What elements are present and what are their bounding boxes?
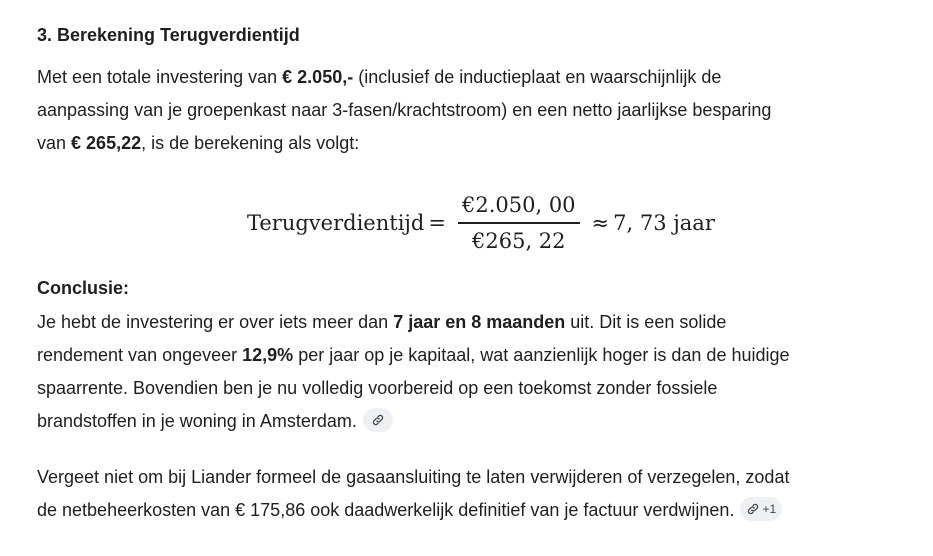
formula-result: 7, 73 jaar [613, 210, 715, 235]
investment-amount: € 2.050,- [282, 67, 354, 87]
intro-line-3 [37, 127, 771, 160]
conclusion-paragraph [37, 306, 790, 438]
source-chip-multi[interactable] [740, 497, 782, 521]
formula-denominator: €265, 22 [472, 228, 566, 253]
intro-text: van [37, 133, 72, 153]
formula-approx: ≈ [591, 210, 610, 235]
intro-text: Met een totale investering van [37, 67, 283, 87]
closing-line-2 [37, 494, 789, 527]
section-heading: 3. Berekening Terugverdientijd [37, 25, 300, 45]
conclusion-line-2 [37, 339, 790, 372]
conclusion-line-3: spaarrente. Bovendien ben je nu volledig voorbereid op een toekomst zonder fossiele [37, 378, 718, 398]
return-percentage: 12,9% [242, 345, 294, 365]
conclusion-text: rendement van ongeveer [37, 345, 243, 365]
intro-line-1 [37, 61, 771, 94]
closing-line-1: Vergeet niet om bij Liander formeel de gasaansluiting te laten verwijderen of verzegelen, zodat [37, 467, 790, 487]
intro-text: , is de berekening als volgt: [141, 133, 360, 153]
formula-fraction [458, 192, 580, 254]
source-count: +1 [762, 501, 777, 516]
conclusion-text: per jaar op je kapitaal, wat aanzienlijk hoger is dan de huidige [293, 345, 790, 365]
link-icon [371, 413, 385, 427]
payback-formula [247, 192, 715, 254]
conclusion-line-4 [37, 405, 790, 438]
conclusion-text: Je hebt de investering er over iets meer dan [37, 312, 394, 332]
closing-text: de netbeheerkosten van € 175,86 ook daadwerkelijk definitief van je factuur verdwijnen. [37, 500, 735, 520]
conclusion-text: uit. Dit is een solide [565, 312, 727, 332]
link-icon [746, 502, 760, 516]
intro-text: (inclusief de inductieplaat en waarschijnlijk de [353, 67, 722, 87]
intro-line-2: aanpassing van je groepenkast naar 3-fasen/krachtstroom) en een netto jaarlijkse besparing [37, 100, 772, 120]
source-chip[interactable] [363, 408, 393, 432]
intro-paragraph [37, 61, 771, 160]
payback-duration: 7 jaar en 8 maanden [393, 312, 566, 332]
closing-paragraph [37, 461, 789, 527]
conclusion-line-1 [37, 306, 790, 339]
savings-amount: € 265,22 [71, 133, 142, 153]
formula-equals: = [428, 210, 446, 235]
conclusion-text: brandstoffen in je woning in Amsterdam. [37, 411, 357, 431]
conclusion-title: Conclusie: [37, 278, 130, 298]
formula-numerator: €2.050, 00 [461, 193, 576, 217]
formula-lhs: Terugverdientijd [247, 210, 425, 235]
